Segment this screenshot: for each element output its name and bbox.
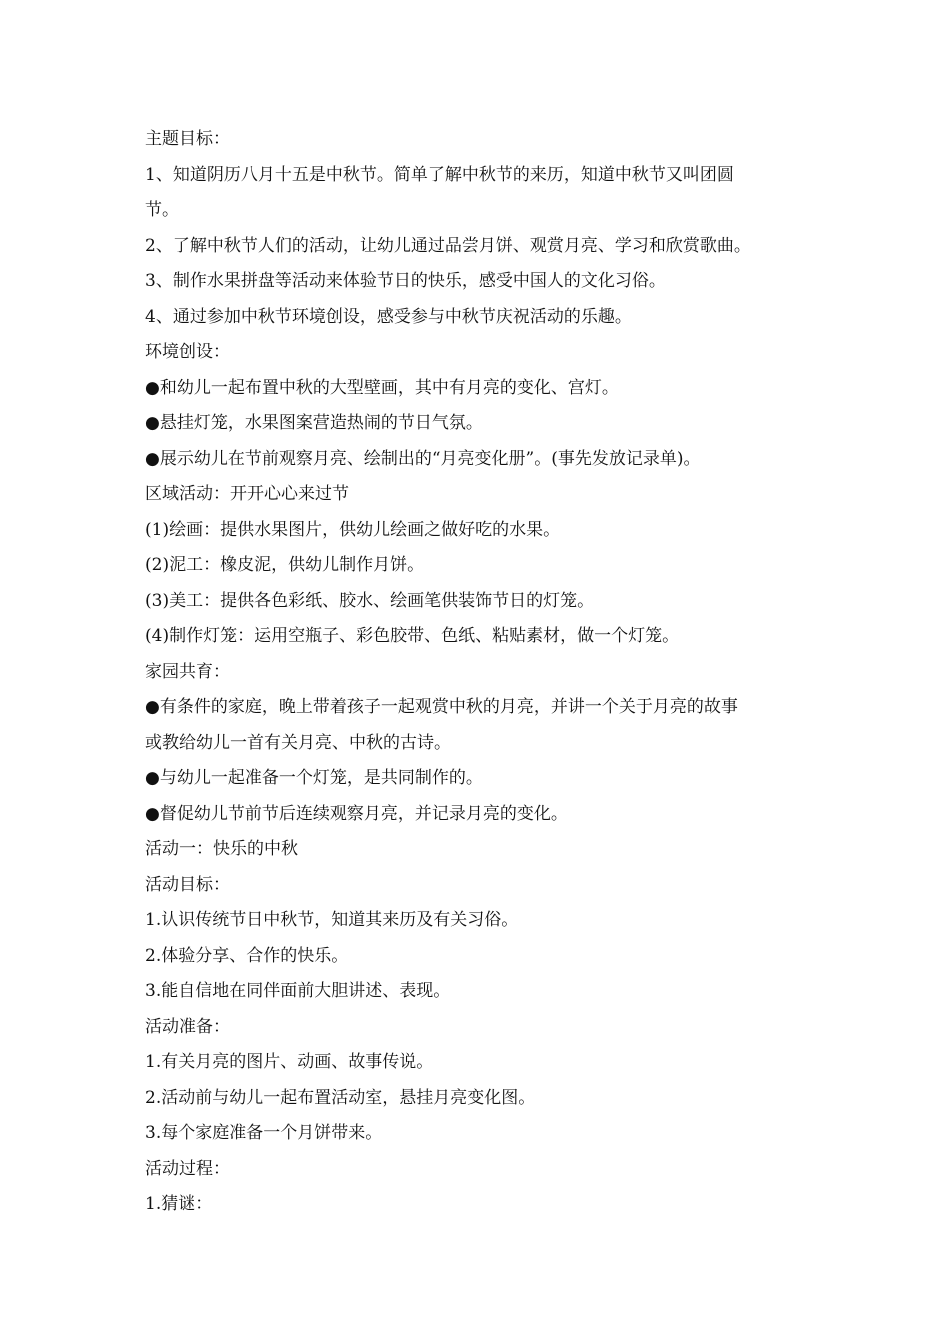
section-heading-activity-process: 活动过程： [145,1158,230,1179]
list-item: 1.有关月亮的图片、动画、故事传说。 [145,1052,434,1072]
list-item: 2.活动前与幼儿一起布置活动室，悬挂月亮变化图。 [145,1087,536,1108]
list-item: 3.每个家庭准备一个月饼带来。 [145,1123,383,1143]
list-item: (4)制作灯笼：运用空瓶子、彩色胶带、色纸、粘贴素材，做一个灯笼。 [145,626,680,646]
section-heading-home-school: 家园共育： [145,661,230,682]
bullet-line: ●督促幼儿节前节后连续观察月亮，并记录月亮的变化。 [145,803,568,824]
list-item: 1.猜谜： [145,1194,213,1214]
paragraph-line: 3、制作水果拼盘等活动来体验节日的快乐，感受中国人的文化习俗。 [145,271,666,291]
paragraph-line: 4、通过参加中秋节环境创设，感受参与中秋节庆祝活动的乐趣。 [145,306,632,327]
list-item: (3)美工：提供各色彩纸、胶水、绘画笔供装饰节日的灯笼。 [145,590,595,611]
paragraph-line: 或教给幼儿一首有关月亮、中秋的古诗。 [145,732,451,753]
paragraph-line: 1、知道阴历八月十五是中秋节。简单了解中秋节的来历，知道中秋节又叫团圆 [145,164,734,185]
bullet-line: ●和幼儿一起布置中秋的大型壁画，其中有月亮的变化、宫灯。 [145,377,619,398]
bullet-line: ●悬挂灯笼，水果图案营造热闹的节日气氛。 [145,413,483,433]
paragraph-line: 节。 [145,200,179,220]
section-heading-theme-goals: 主题目标： [145,129,230,149]
document-body [145,122,825,1223]
list-item: 2.体验分享、合作的快乐。 [145,945,349,966]
list-item: (2)泥工：橡皮泥，供幼儿制作月饼。 [145,555,425,575]
section-heading-activity-one: 活动一：快乐的中秋 [145,839,298,859]
section-heading-activity-goals: 活动目标： [145,874,230,895]
bullet-line: ●与幼儿一起准备一个灯笼，是共同制作的。 [145,768,483,788]
section-heading-activity-prep: 活动准备： [145,1016,230,1037]
section-heading-environment: 环境创设： [145,342,230,362]
list-item: 3.能自信地在同伴面前大胆讲述、表现。 [145,981,451,1001]
paragraph-line: 2、了解中秋节人们的活动，让幼儿通过品尝月饼、观赏月亮、学习和欣赏歌曲。 [145,235,751,256]
bullet-line: ●展示幼儿在节前观察月亮、绘制出的“月亮变化册”。(事先发放记录单)。 [145,448,701,469]
section-heading-area-activities: 区域活动：开开心心来过节 [145,484,349,504]
list-item: 1.认识传统节日中秋节，知道其来历及有关习俗。 [145,910,519,930]
list-item: (1)绘画：提供水果图片，供幼儿绘画之做好吃的水果。 [145,519,561,540]
bullet-line: ●有条件的家庭，晚上带着孩子一起观赏中秋的月亮，并讲一个关于月亮的故事 [145,697,738,717]
